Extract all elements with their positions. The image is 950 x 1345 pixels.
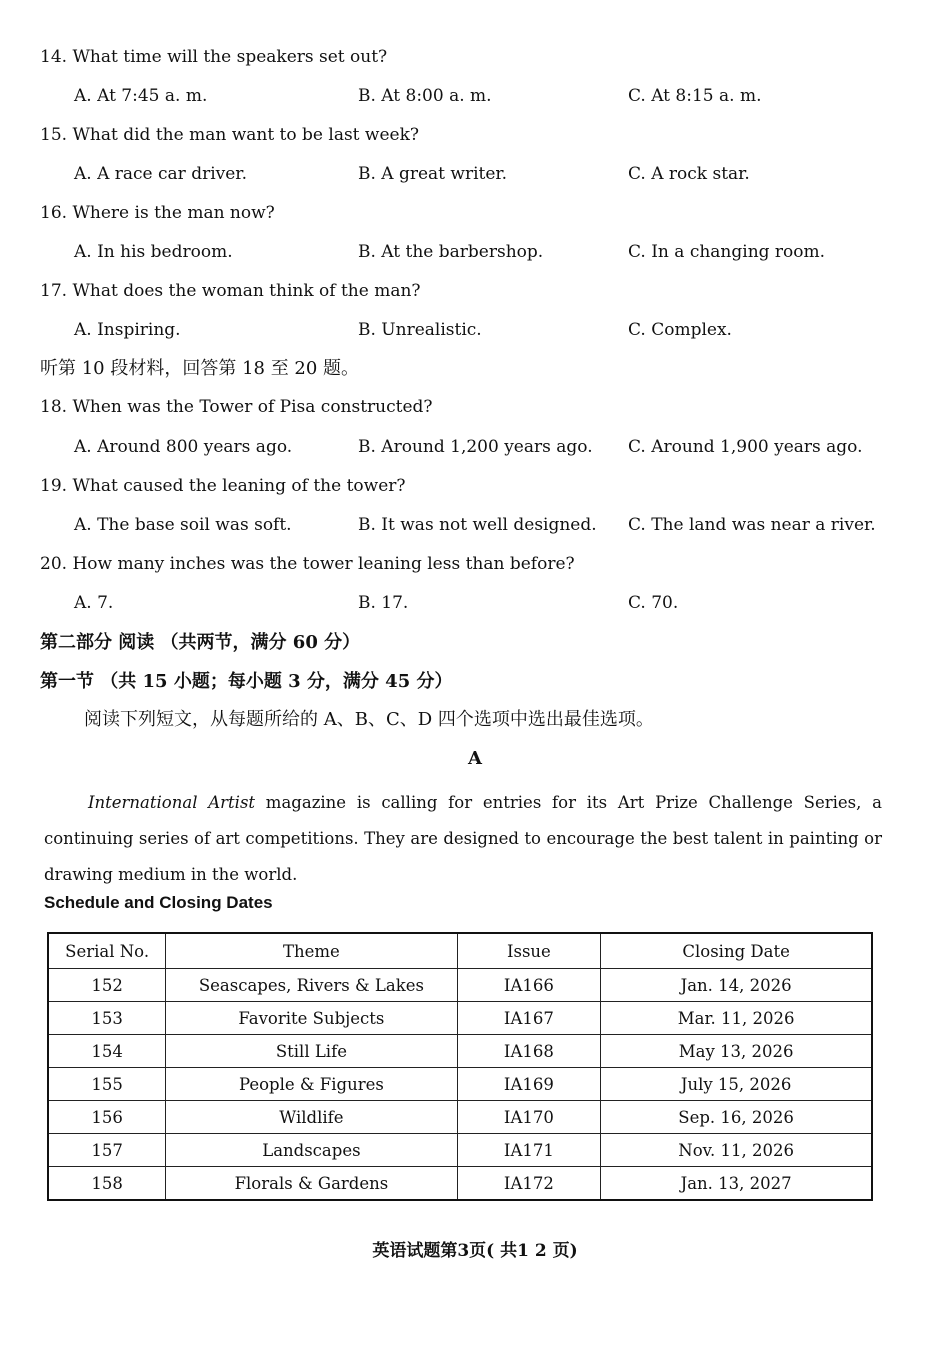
part2-title: 第二部分 阅读 （共两节，满分 60 分） <box>40 632 361 653</box>
cell-issue: IA170 <box>457 1101 601 1134</box>
cell-issue: IA167 <box>457 1002 601 1035</box>
option-a: A. Inspiring. <box>74 320 181 340</box>
cell-closing-date: July 15, 2026 <box>601 1068 872 1101</box>
question-16: 16. Where is the man now? <box>40 203 275 223</box>
table-row <box>48 1101 872 1134</box>
schedule-table <box>47 932 873 1201</box>
option-a: A. In his bedroom. <box>74 242 233 262</box>
question-18: 18. When was the Tower of Pisa constructed? <box>40 397 433 417</box>
option-c: C. 70. <box>628 593 679 613</box>
listening-instruction: 听第 10 段材料，回答第 18 至 20 题。 <box>40 358 360 379</box>
option-b: B. A great writer. <box>358 164 508 184</box>
option-b: B. 17. <box>358 593 409 613</box>
section1-title: 第一节 （共 15 小题；每小题 3 分，满分 45 分） <box>40 671 453 692</box>
cell-closing-date: Nov. 11, 2026 <box>601 1134 872 1167</box>
cell-theme: Florals & Gardens <box>166 1167 457 1201</box>
cell-issue: IA168 <box>457 1035 601 1068</box>
cell-theme: Seascapes, Rivers & Lakes <box>166 969 457 1002</box>
option-a: A. Around 800 years ago. <box>74 437 293 457</box>
magazine-name: International Artist <box>88 793 256 812</box>
cell-theme: Favorite Subjects <box>166 1002 457 1035</box>
table-row <box>48 1068 872 1101</box>
cell-theme: People & Figures <box>166 1068 457 1101</box>
passage-text: magazine is calling for entries for its Art Prize Challenge Series, a continuing series of art competitions. They are designed to encourage the best talent in painting or drawing medium in the world. <box>44 793 882 884</box>
cell-closing-date: Mar. 11, 2026 <box>601 1002 872 1035</box>
cell-closing-date: Jan. 13, 2027 <box>601 1167 872 1201</box>
question-14: 14. What time will the speakers set out? <box>40 47 388 67</box>
cell-serial: 152 <box>48 969 166 1002</box>
option-a: A. The base soil was soft. <box>74 515 292 535</box>
cell-serial: 157 <box>48 1134 166 1167</box>
section1-instruction: 阅读下列短文，从每题所给的 A、B、C、D 四个选项中选出最佳选项。 <box>84 709 654 730</box>
page-footer: 英语试题第3页( 共1 2 页) <box>372 1241 578 1261</box>
question-20: 20. How many inches was the tower leaning less than before? <box>40 554 575 574</box>
cell-closing-date: Jan. 14, 2026 <box>601 969 872 1002</box>
header-issue: Issue <box>457 933 601 969</box>
cell-serial: 156 <box>48 1101 166 1134</box>
header-serial: Serial No. <box>48 933 166 969</box>
option-c: C. The land was near a river. <box>628 515 876 535</box>
option-c: C. In a changing room. <box>628 242 826 262</box>
table-row <box>48 969 872 1002</box>
table-row <box>48 1002 872 1035</box>
header-theme: Theme <box>166 933 457 969</box>
passage-paragraph <box>44 785 882 893</box>
cell-issue: IA172 <box>457 1167 601 1201</box>
table-row <box>48 1035 872 1068</box>
options-18 <box>0 436 950 460</box>
schedule-title: Schedule and Closing Dates <box>44 893 273 912</box>
option-c: C. Around 1,900 years ago. <box>628 437 863 457</box>
options-17 <box>0 319 950 343</box>
question-15: 15. What did the man want to be last week? <box>40 125 419 145</box>
option-a: A. 7. <box>74 593 114 613</box>
option-b: B. At 8:00 a. m. <box>358 86 492 106</box>
options-16 <box>0 241 950 265</box>
option-a: A. A race car driver. <box>74 164 247 184</box>
cell-serial: 153 <box>48 1002 166 1035</box>
option-b: B. Around 1,200 years ago. <box>358 437 593 457</box>
header-closing-date: Closing Date <box>601 933 872 969</box>
cell-serial: 154 <box>48 1035 166 1068</box>
cell-serial: 158 <box>48 1167 166 1201</box>
table-header-row <box>48 933 872 969</box>
cell-issue: IA171 <box>457 1134 601 1167</box>
cell-serial: 155 <box>48 1068 166 1101</box>
options-20 <box>0 592 950 616</box>
passage-label: A <box>468 748 482 769</box>
question-19: 19. What caused the leaning of the tower? <box>40 476 406 496</box>
cell-issue: IA169 <box>457 1068 601 1101</box>
options-15 <box>0 163 950 187</box>
table-row <box>48 1167 872 1201</box>
option-c: C. Complex. <box>628 320 732 340</box>
cell-theme: Still Life <box>166 1035 457 1068</box>
options-19 <box>0 514 950 538</box>
option-b: B. It was not well designed. <box>358 515 597 535</box>
question-17: 17. What does the woman think of the man? <box>40 281 421 301</box>
options-14 <box>0 85 950 109</box>
cell-theme: Wildlife <box>166 1101 457 1134</box>
cell-theme: Landscapes <box>166 1134 457 1167</box>
option-b: B. At the barbershop. <box>358 242 544 262</box>
option-b: B. Unrealistic. <box>358 320 482 340</box>
option-c: C. A rock star. <box>628 164 750 184</box>
cell-closing-date: Sep. 16, 2026 <box>601 1101 872 1134</box>
table-row <box>48 1134 872 1167</box>
option-c: C. At 8:15 a. m. <box>628 86 762 106</box>
cell-closing-date: May 13, 2026 <box>601 1035 872 1068</box>
option-a: A. At 7:45 a. m. <box>74 86 208 106</box>
cell-issue: IA166 <box>457 969 601 1002</box>
